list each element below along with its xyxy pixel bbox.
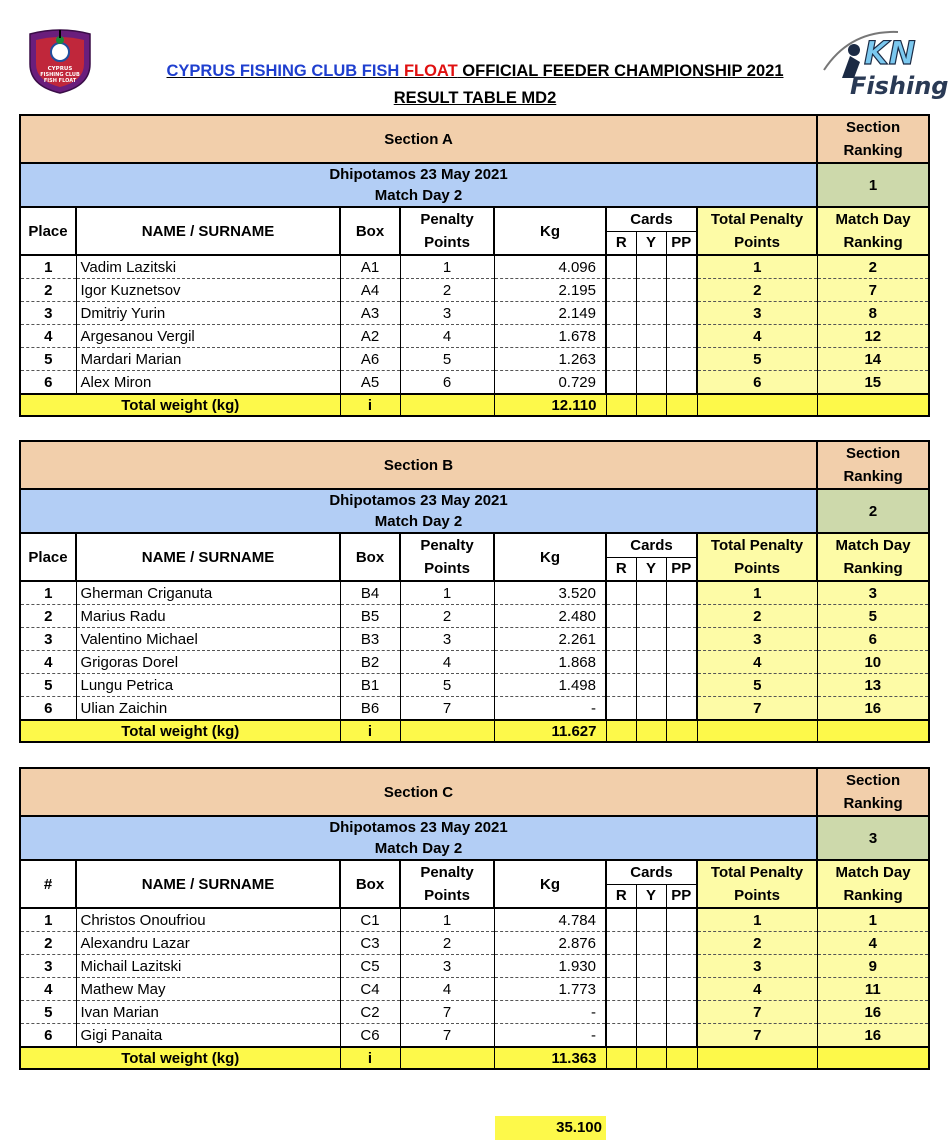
table-row xyxy=(20,1001,929,1024)
total-empty xyxy=(606,720,636,742)
place-cell: 3 xyxy=(20,302,76,325)
col-header-box: Box xyxy=(340,533,400,581)
kg-cell: 2.149 xyxy=(494,302,606,325)
place-cell: 3 xyxy=(20,955,76,978)
card-y-cell xyxy=(636,1001,666,1024)
table-row xyxy=(20,325,929,348)
table-row xyxy=(20,651,929,674)
col-header-kg: Kg xyxy=(494,860,606,908)
penalty-cell: 3 xyxy=(400,302,494,325)
col-header-card-pp: PP xyxy=(666,231,697,255)
card-y-cell xyxy=(636,302,666,325)
total-penalty-cell: 5 xyxy=(697,348,817,371)
name-cell: Michail Lazitski xyxy=(76,955,340,978)
table-row xyxy=(20,628,929,651)
section-ranking-value: 2 xyxy=(817,489,929,533)
col-header-card-y: Y xyxy=(636,884,666,908)
page-title: CYPRUS FISHING CLUB FISH FLOAT OFFICIAL FEEDER CHAMPIONSHIP 2021 xyxy=(166,62,784,80)
kg-cell: 2.480 xyxy=(494,605,606,628)
box-cell: A6 xyxy=(340,348,400,371)
kg-cell: 4.096 xyxy=(494,255,606,279)
total-penalty-cell: 7 xyxy=(697,697,817,721)
name-cell: Alex Miron xyxy=(76,371,340,395)
name-cell: Ivan Marian xyxy=(76,1001,340,1024)
kn-logo-text: KN xyxy=(864,34,916,72)
total-empty xyxy=(697,1047,817,1069)
penalty-cell: 5 xyxy=(400,674,494,697)
card-pp-cell xyxy=(666,978,697,1001)
total-empty xyxy=(636,1047,666,1069)
total-empty xyxy=(606,394,636,416)
card-pp-cell xyxy=(666,955,697,978)
card-r-cell xyxy=(606,674,636,697)
total-penalty-cell: 5 xyxy=(697,674,817,697)
penalty-cell: 7 xyxy=(400,1024,494,1048)
md-ranking-cell: 16 xyxy=(817,1001,929,1024)
place-cell: 4 xyxy=(20,978,76,1001)
total-marker: i xyxy=(340,720,400,742)
col-header-cards: Cards xyxy=(606,533,697,557)
table-row xyxy=(20,955,929,978)
total-empty xyxy=(817,1047,929,1069)
card-r-cell xyxy=(606,348,636,371)
kg-cell: 4.784 xyxy=(494,908,606,932)
kn-fishing-logo xyxy=(820,26,949,100)
kg-cell: 1.868 xyxy=(494,651,606,674)
box-cell: B2 xyxy=(340,651,400,674)
total-empty xyxy=(666,394,697,416)
col-header-box: Box xyxy=(340,207,400,255)
name-cell: Valentino Michael xyxy=(76,628,340,651)
box-cell: C6 xyxy=(340,1024,400,1048)
md-ranking-cell: 3 xyxy=(817,581,929,605)
md-ranking-cell: 1 xyxy=(817,908,929,932)
total-row xyxy=(20,720,929,742)
kg-cell: 2.195 xyxy=(494,279,606,302)
col-header-total-penalty: Total Penalty Points xyxy=(697,207,817,255)
card-y-cell xyxy=(636,674,666,697)
md-ranking-cell: 8 xyxy=(817,302,929,325)
card-pp-cell xyxy=(666,628,697,651)
card-y-cell xyxy=(636,1024,666,1048)
total-empty xyxy=(817,394,929,416)
kg-cell: 2.261 xyxy=(494,628,606,651)
md-ranking-cell: 14 xyxy=(817,348,929,371)
card-r-cell xyxy=(606,371,636,395)
section-ranking-header: Section Ranking xyxy=(817,115,929,163)
venue-date: Dhipotamos 23 May 2021 Match Day 2 xyxy=(20,489,817,533)
club-crest-logo xyxy=(22,26,98,94)
total-row xyxy=(20,394,929,416)
card-y-cell xyxy=(636,908,666,932)
table-row xyxy=(20,371,929,395)
card-y-cell xyxy=(636,932,666,955)
crest-text-1: CYPRUS xyxy=(47,66,73,72)
box-cell: B3 xyxy=(340,628,400,651)
kg-cell: 1.930 xyxy=(494,955,606,978)
total-empty xyxy=(400,1047,494,1069)
total-penalty-cell: 7 xyxy=(697,1024,817,1048)
card-y-cell xyxy=(636,279,666,302)
table-row xyxy=(20,581,929,605)
total-empty xyxy=(666,1047,697,1069)
table-row xyxy=(20,605,929,628)
card-y-cell xyxy=(636,348,666,371)
place-cell: 5 xyxy=(20,674,76,697)
table-row xyxy=(20,908,929,932)
place-cell: 6 xyxy=(20,1024,76,1048)
col-header-kg: Kg xyxy=(494,533,606,581)
penalty-cell: 4 xyxy=(400,651,494,674)
section-ranking-value: 3 xyxy=(817,816,929,860)
kg-cell: 3.520 xyxy=(494,581,606,605)
kg-cell: 0.729 xyxy=(494,371,606,395)
place-cell: 4 xyxy=(20,325,76,348)
card-pp-cell xyxy=(666,371,697,395)
box-cell: C2 xyxy=(340,1001,400,1024)
total-penalty-cell: 2 xyxy=(697,605,817,628)
table-row xyxy=(20,279,929,302)
col-header-card-y: Y xyxy=(636,231,666,255)
box-cell: B4 xyxy=(340,581,400,605)
table-row xyxy=(20,255,929,279)
section-title: Section C xyxy=(20,768,817,816)
col-header-total-penalty: Total Penalty Points xyxy=(697,533,817,581)
md-ranking-cell: 16 xyxy=(817,697,929,721)
md-ranking-cell: 2 xyxy=(817,255,929,279)
section-table xyxy=(19,440,930,743)
penalty-cell: 2 xyxy=(400,605,494,628)
place-cell: 6 xyxy=(20,371,76,395)
card-pp-cell xyxy=(666,302,697,325)
box-cell: A3 xyxy=(340,302,400,325)
total-weight-label: Total weight (kg) xyxy=(20,720,340,742)
card-r-cell xyxy=(606,279,636,302)
col-header-place: # xyxy=(20,860,76,908)
table-row xyxy=(20,978,929,1001)
col-header-card-r: R xyxy=(606,884,636,908)
total-penalty-cell: 4 xyxy=(697,651,817,674)
kg-cell: 1.498 xyxy=(494,674,606,697)
card-y-cell xyxy=(636,628,666,651)
card-pp-cell xyxy=(666,932,697,955)
card-pp-cell xyxy=(666,255,697,279)
col-header-place: Place xyxy=(20,207,76,255)
box-cell: A4 xyxy=(340,279,400,302)
col-header-name: NAME / SURNAME xyxy=(76,860,340,908)
section-ranking-header: Section Ranking xyxy=(817,441,929,489)
page-subtitle: RESULT TABLE MD2 xyxy=(393,89,557,107)
card-r-cell xyxy=(606,255,636,279)
total-weight-label: Total weight (kg) xyxy=(20,394,340,416)
penalty-cell: 1 xyxy=(400,255,494,279)
md-ranking-cell: 5 xyxy=(817,605,929,628)
penalty-cell: 3 xyxy=(400,628,494,651)
total-empty xyxy=(697,394,817,416)
place-cell: 2 xyxy=(20,279,76,302)
card-y-cell xyxy=(636,581,666,605)
name-cell: Vadim Lazitski xyxy=(76,255,340,279)
card-y-cell xyxy=(636,651,666,674)
card-r-cell xyxy=(606,302,636,325)
col-header-box: Box xyxy=(340,860,400,908)
col-header-card-r: R xyxy=(606,557,636,581)
penalty-cell: 3 xyxy=(400,955,494,978)
kg-cell: 1.678 xyxy=(494,325,606,348)
card-y-cell xyxy=(636,605,666,628)
place-cell: 5 xyxy=(20,1001,76,1024)
card-r-cell xyxy=(606,955,636,978)
col-header-cards: Cards xyxy=(606,207,697,231)
table-row xyxy=(20,1024,929,1048)
card-r-cell xyxy=(606,908,636,932)
kg-cell: 1.263 xyxy=(494,348,606,371)
total-empty xyxy=(606,1047,636,1069)
place-cell: 4 xyxy=(20,651,76,674)
place-cell: 2 xyxy=(20,605,76,628)
name-cell: Ulian Zaichin xyxy=(76,697,340,721)
place-cell: 2 xyxy=(20,932,76,955)
box-cell: C1 xyxy=(340,908,400,932)
section-title: Section B xyxy=(20,441,817,489)
md-ranking-cell: 7 xyxy=(817,279,929,302)
card-r-cell xyxy=(606,628,636,651)
penalty-cell: 7 xyxy=(400,1001,494,1024)
col-header-place: Place xyxy=(20,533,76,581)
card-r-cell xyxy=(606,605,636,628)
place-cell: 1 xyxy=(20,255,76,279)
venue-date: Dhipotamos 23 May 2021 Match Day 2 xyxy=(20,816,817,860)
total-marker: i xyxy=(340,394,400,416)
col-header-md-ranking: Match Day Ranking xyxy=(817,860,929,908)
card-pp-cell xyxy=(666,908,697,932)
total-penalty-cell: 4 xyxy=(697,325,817,348)
place-cell: 1 xyxy=(20,908,76,932)
grand-total-weight: 35.100 xyxy=(495,1116,606,1140)
card-y-cell xyxy=(636,255,666,279)
crest-text-3: FISH FLOAT xyxy=(43,78,77,84)
crest-text-2: FISHING CLUB xyxy=(40,72,80,78)
table-row xyxy=(20,674,929,697)
card-r-cell xyxy=(606,1024,636,1048)
total-empty xyxy=(636,394,666,416)
md-ranking-cell: 9 xyxy=(817,955,929,978)
name-cell: Argesanou Vergil xyxy=(76,325,340,348)
card-r-cell xyxy=(606,932,636,955)
section-table xyxy=(19,114,930,417)
card-pp-cell xyxy=(666,1024,697,1048)
card-y-cell xyxy=(636,978,666,1001)
kg-cell: 1.773 xyxy=(494,978,606,1001)
md-ranking-cell: 16 xyxy=(817,1024,929,1048)
card-y-cell xyxy=(636,697,666,721)
total-penalty-cell: 3 xyxy=(697,628,817,651)
total-empty xyxy=(400,394,494,416)
card-r-cell xyxy=(606,651,636,674)
md-ranking-cell: 10 xyxy=(817,651,929,674)
place-cell: 1 xyxy=(20,581,76,605)
col-header-card-pp: PP xyxy=(666,884,697,908)
place-cell: 6 xyxy=(20,697,76,721)
card-y-cell xyxy=(636,325,666,348)
table-row xyxy=(20,348,929,371)
col-header-penalty: Penalty Points xyxy=(400,207,494,255)
total-empty xyxy=(636,720,666,742)
card-pp-cell xyxy=(666,325,697,348)
total-weight-value: 11.363 xyxy=(494,1047,606,1069)
total-penalty-cell: 6 xyxy=(697,371,817,395)
col-header-md-ranking: Match Day Ranking xyxy=(817,207,929,255)
col-header-card-pp: PP xyxy=(666,557,697,581)
penalty-cell: 2 xyxy=(400,932,494,955)
kg-cell: - xyxy=(494,1024,606,1048)
total-empty xyxy=(666,720,697,742)
kg-cell: - xyxy=(494,697,606,721)
total-penalty-cell: 3 xyxy=(697,302,817,325)
card-pp-cell xyxy=(666,1001,697,1024)
total-row xyxy=(20,1047,929,1069)
total-weight-label: Total weight (kg) xyxy=(20,1047,340,1069)
col-header-card-y: Y xyxy=(636,557,666,581)
box-cell: C5 xyxy=(340,955,400,978)
col-header-card-r: R xyxy=(606,231,636,255)
card-pp-cell xyxy=(666,697,697,721)
table-row xyxy=(20,932,929,955)
total-penalty-cell: 7 xyxy=(697,1001,817,1024)
col-header-kg: Kg xyxy=(494,207,606,255)
total-empty xyxy=(400,720,494,742)
section-table xyxy=(19,767,930,1070)
fishing-logo-text: Fishing xyxy=(850,72,949,100)
total-empty xyxy=(817,720,929,742)
name-cell: Lungu Petrica xyxy=(76,674,340,697)
card-pp-cell xyxy=(666,348,697,371)
penalty-cell: 6 xyxy=(400,371,494,395)
col-header-name: NAME / SURNAME xyxy=(76,207,340,255)
name-cell: Mardari Marian xyxy=(76,348,340,371)
card-r-cell xyxy=(606,697,636,721)
box-cell: B5 xyxy=(340,605,400,628)
card-r-cell xyxy=(606,1001,636,1024)
place-cell: 5 xyxy=(20,348,76,371)
md-ranking-cell: 15 xyxy=(817,371,929,395)
name-cell: Gigi Panaita xyxy=(76,1024,340,1048)
penalty-cell: 1 xyxy=(400,908,494,932)
col-header-total-penalty: Total Penalty Points xyxy=(697,860,817,908)
md-ranking-cell: 12 xyxy=(817,325,929,348)
total-penalty-cell: 1 xyxy=(697,581,817,605)
card-pp-cell xyxy=(666,674,697,697)
venue-date: Dhipotamos 23 May 2021 Match Day 2 xyxy=(20,163,817,207)
total-penalty-cell: 2 xyxy=(697,932,817,955)
name-cell: Mathew May xyxy=(76,978,340,1001)
card-pp-cell xyxy=(666,279,697,302)
col-header-md-ranking: Match Day Ranking xyxy=(817,533,929,581)
name-cell: Grigoras Dorel xyxy=(76,651,340,674)
table-row xyxy=(20,697,929,721)
penalty-cell: 4 xyxy=(400,325,494,348)
kg-cell: 2.876 xyxy=(494,932,606,955)
col-header-penalty: Penalty Points xyxy=(400,860,494,908)
penalty-cell: 7 xyxy=(400,697,494,721)
md-ranking-cell: 6 xyxy=(817,628,929,651)
box-cell: A5 xyxy=(340,371,400,395)
total-weight-value: 12.110 xyxy=(494,394,606,416)
name-cell: Christos Onoufriou xyxy=(76,908,340,932)
total-penalty-cell: 1 xyxy=(697,908,817,932)
col-header-cards: Cards xyxy=(606,860,697,884)
penalty-cell: 2 xyxy=(400,279,494,302)
name-cell: Marius Radu xyxy=(76,605,340,628)
place-cell: 3 xyxy=(20,628,76,651)
name-cell: Gherman Criganuta xyxy=(76,581,340,605)
total-empty xyxy=(697,720,817,742)
table-row xyxy=(20,302,929,325)
md-ranking-cell: 13 xyxy=(817,674,929,697)
box-cell: A1 xyxy=(340,255,400,279)
total-penalty-cell: 3 xyxy=(697,955,817,978)
total-weight-value: 11.627 xyxy=(494,720,606,742)
card-r-cell xyxy=(606,325,636,348)
section-ranking-value: 1 xyxy=(817,163,929,207)
name-cell: Dmitriy Yurin xyxy=(76,302,340,325)
col-header-name: NAME / SURNAME xyxy=(76,533,340,581)
card-y-cell xyxy=(636,371,666,395)
col-header-penalty: Penalty Points xyxy=(400,533,494,581)
card-y-cell xyxy=(636,955,666,978)
card-pp-cell xyxy=(666,581,697,605)
md-ranking-cell: 4 xyxy=(817,932,929,955)
penalty-cell: 5 xyxy=(400,348,494,371)
md-ranking-cell: 11 xyxy=(817,978,929,1001)
total-penalty-cell: 2 xyxy=(697,279,817,302)
card-pp-cell xyxy=(666,651,697,674)
kg-cell: - xyxy=(494,1001,606,1024)
card-pp-cell xyxy=(666,605,697,628)
box-cell: A2 xyxy=(340,325,400,348)
box-cell: B1 xyxy=(340,674,400,697)
name-cell: Alexandru Lazar xyxy=(76,932,340,955)
box-cell: C4 xyxy=(340,978,400,1001)
penalty-cell: 1 xyxy=(400,581,494,605)
section-title: Section A xyxy=(20,115,817,163)
card-r-cell xyxy=(606,978,636,1001)
card-r-cell xyxy=(606,581,636,605)
name-cell: Igor Kuznetsov xyxy=(76,279,340,302)
total-penalty-cell: 1 xyxy=(697,255,817,279)
box-cell: C3 xyxy=(340,932,400,955)
box-cell: B6 xyxy=(340,697,400,721)
total-penalty-cell: 4 xyxy=(697,978,817,1001)
section-ranking-header: Section Ranking xyxy=(817,768,929,816)
penalty-cell: 4 xyxy=(400,978,494,1001)
total-marker: i xyxy=(340,1047,400,1069)
